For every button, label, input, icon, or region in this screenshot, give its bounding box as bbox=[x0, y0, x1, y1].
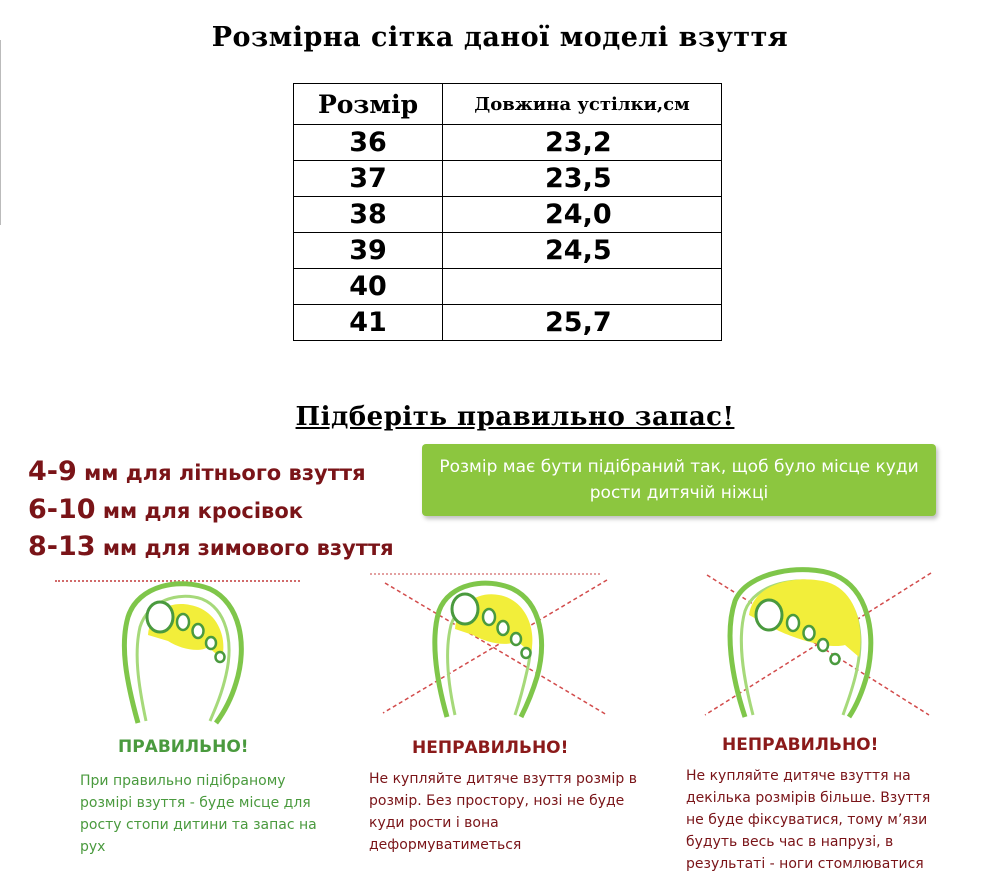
size-cell: 39 bbox=[294, 233, 443, 269]
advice-note bbox=[422, 444, 936, 516]
table-row bbox=[294, 233, 722, 269]
length-cell bbox=[443, 269, 722, 305]
foot-too-big-icon bbox=[695, 565, 935, 720]
size-cell: 36 bbox=[294, 125, 443, 161]
allowance-summer bbox=[28, 456, 366, 487]
allowance-text: мм для кросівок bbox=[95, 499, 303, 523]
size-table bbox=[293, 83, 722, 341]
too-big-description: Не купляйте дитяче взуття на декілька розмірів більше. Взуття не буде фіксуватися, тому м’язи будуть весь час в напрузі, в результаті - ноги стомлюватися bbox=[686, 768, 931, 872]
page-edge-line bbox=[0, 40, 1, 225]
length-cell: 25,7 bbox=[443, 305, 722, 341]
too-small-heading: НЕПРАВИЛЬНО! bbox=[412, 738, 569, 758]
correct-heading: ПРАВИЛЬНО! bbox=[118, 737, 249, 757]
column-header-size: Розмір bbox=[294, 84, 443, 125]
length-cell: 23,2 bbox=[443, 125, 722, 161]
too-small-description: Не купляйте дитяче взуття розмір в розмір. Без простору, нозі не буде куди рости і вона деформуватиметься bbox=[369, 771, 637, 853]
size-cell: 41 bbox=[294, 305, 443, 341]
foot-too-small-icon bbox=[375, 575, 615, 720]
section-subtitle: Підберіть правильно запас! bbox=[295, 402, 735, 432]
table-row bbox=[294, 125, 722, 161]
table-row bbox=[294, 161, 722, 197]
advice-note-text: Розмір має бути підібраний так, щоб було місце куди рости дитячій ніжці bbox=[439, 457, 919, 503]
table-header-row bbox=[294, 84, 722, 125]
correct-description: При правильно підібраному розмірі взуття - буде місце для росту стопи дитини та запас на рух bbox=[80, 773, 317, 855]
column-header-length: Довжина устілки,см bbox=[443, 84, 722, 125]
length-cell: 24,0 bbox=[443, 197, 722, 233]
size-cell: 37 bbox=[294, 161, 443, 197]
table-row bbox=[294, 305, 722, 341]
table-row bbox=[294, 197, 722, 233]
too-big-heading: НЕПРАВИЛЬНО! bbox=[722, 735, 879, 755]
allowance-range: 6-10 bbox=[28, 494, 96, 525]
size-cell: 40 bbox=[294, 269, 443, 305]
page-title: Розмірна сітка даної моделі взуття bbox=[211, 22, 789, 53]
allowance-text: мм для літнього взуття bbox=[76, 461, 366, 485]
size-cell: 38 bbox=[294, 197, 443, 233]
table-row bbox=[294, 269, 722, 305]
allowance-range: 8-13 bbox=[28, 531, 96, 562]
allowance-range: 4-9 bbox=[28, 456, 77, 487]
foot-correct-icon bbox=[110, 575, 260, 725]
allowance-sneakers bbox=[28, 494, 303, 525]
allowance-winter bbox=[28, 531, 394, 562]
allowance-text: мм для зимового взуття bbox=[95, 536, 394, 560]
length-cell: 23,5 bbox=[443, 161, 722, 197]
length-cell: 24,5 bbox=[443, 233, 722, 269]
